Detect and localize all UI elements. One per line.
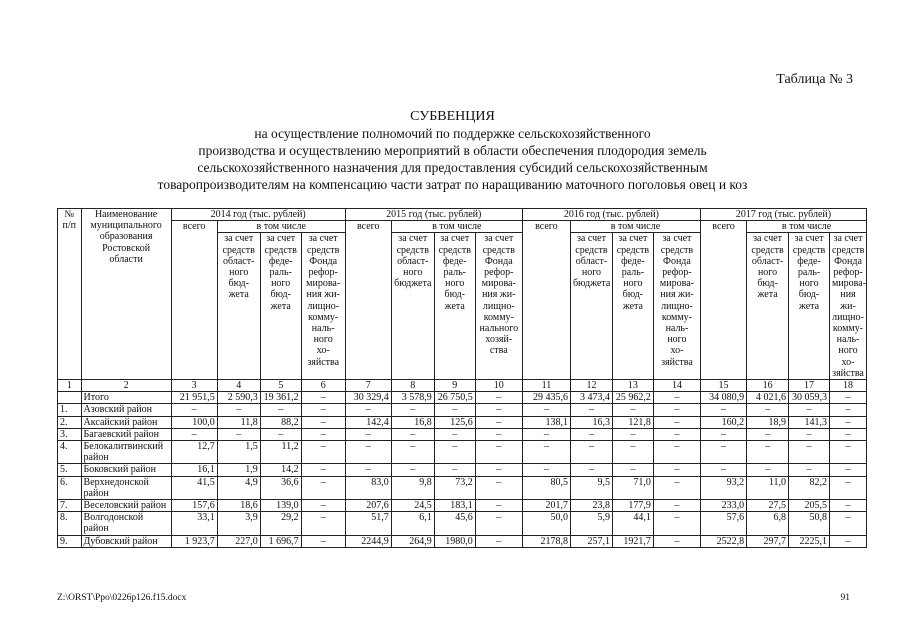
header-year: 2017 год (тыс. рублей) xyxy=(701,209,867,221)
value-cell: – xyxy=(301,512,345,535)
value-cell: – xyxy=(612,404,653,416)
value-cell: 257,1 xyxy=(570,535,612,547)
value-cell: 6,8 xyxy=(747,512,789,535)
value-cell: 27,5 xyxy=(747,500,789,512)
table-row xyxy=(58,441,867,464)
table-header xyxy=(58,209,867,392)
value-cell: 9,8 xyxy=(391,476,434,499)
value-cell: – xyxy=(475,512,522,535)
municipality-name: Дубовский район xyxy=(81,535,171,547)
value-cell: – xyxy=(612,441,653,464)
value-cell: 73,2 xyxy=(434,476,475,499)
value-cell: 4 021,6 xyxy=(747,392,789,404)
municipality-name: Боковский район xyxy=(81,464,171,476)
value-cell: 11,2 xyxy=(260,441,301,464)
value-cell: – xyxy=(830,404,867,416)
value-cell: 138,1 xyxy=(522,416,570,428)
value-cell: – xyxy=(301,416,345,428)
row-number: 8. xyxy=(58,512,82,535)
value-cell: 16,1 xyxy=(171,464,217,476)
value-cell: 33,1 xyxy=(171,512,217,535)
value-cell: 207,6 xyxy=(345,500,391,512)
value-cell: – xyxy=(475,441,522,464)
row-number: 1. xyxy=(58,404,82,416)
value-cell: 11,0 xyxy=(747,476,789,499)
value-cell: 25 962,2 xyxy=(612,392,653,404)
header-including: в том числе xyxy=(747,221,867,233)
table-row xyxy=(58,500,867,512)
column-number: 9 xyxy=(434,380,475,392)
value-cell: – xyxy=(522,428,570,440)
value-cell: – xyxy=(701,441,747,464)
value-cell: 142,4 xyxy=(345,416,391,428)
value-cell: – xyxy=(747,428,789,440)
value-cell: – xyxy=(522,441,570,464)
value-cell: – xyxy=(391,441,434,464)
value-cell: – xyxy=(789,464,830,476)
value-cell: 1921,7 xyxy=(612,535,653,547)
value-cell: – xyxy=(830,476,867,499)
title-line: производства и осуществлению мероприятий в области обеспечения плодородия земель xyxy=(198,143,707,158)
value-cell: – xyxy=(653,512,700,535)
value-cell: 3,9 xyxy=(217,512,260,535)
value-cell: 2522,8 xyxy=(701,535,747,547)
value-cell: – xyxy=(434,428,475,440)
column-number: 14 xyxy=(653,380,700,392)
value-cell: 23,8 xyxy=(570,500,612,512)
value-cell: 19 361,2 xyxy=(260,392,301,404)
value-cell: – xyxy=(747,464,789,476)
column-number: 6 xyxy=(301,380,345,392)
header-housing-fund: за счет средств Фонда рефор- мирова- ния жи- лищно- комму- наль- ного хо- зяйства xyxy=(301,233,345,380)
value-cell: 183,1 xyxy=(434,500,475,512)
value-cell: 1 696,7 xyxy=(260,535,301,547)
value-cell: 24,5 xyxy=(391,500,434,512)
row-number: 2. xyxy=(58,416,82,428)
table-row xyxy=(58,512,867,535)
value-cell: 139,0 xyxy=(260,500,301,512)
value-cell: – xyxy=(653,416,700,428)
value-cell: – xyxy=(434,441,475,464)
table-row xyxy=(58,464,867,476)
value-cell: – xyxy=(789,404,830,416)
value-cell: – xyxy=(570,428,612,440)
title-line: на осуществление полномочий по поддержке сельскохозяйственного xyxy=(254,126,651,141)
table-row xyxy=(58,404,867,416)
value-cell: 30 329,4 xyxy=(345,392,391,404)
value-cell: 227,0 xyxy=(217,535,260,547)
column-number: 11 xyxy=(522,380,570,392)
table-row xyxy=(58,428,867,440)
value-cell: – xyxy=(345,464,391,476)
value-cell: 82,2 xyxy=(789,476,830,499)
value-cell: – xyxy=(747,441,789,464)
municipality-name: Веселовский район xyxy=(81,500,171,512)
header-regional-budget: за счет средств област- ного бюджета xyxy=(570,233,612,380)
title-main: СУБВЕНЦИЯ xyxy=(410,109,495,124)
value-cell: – xyxy=(345,441,391,464)
value-cell: – xyxy=(171,428,217,440)
value-cell: – xyxy=(653,500,700,512)
value-cell: 1980,0 xyxy=(434,535,475,547)
value-cell: 141,3 xyxy=(789,416,830,428)
file-path: Z:\ORST\Ppo\0226p126.f15.docx xyxy=(57,593,187,603)
header-including: в том числе xyxy=(391,221,522,233)
title-line: товаропроизводителям на компенсацию части затрат по наращиванию маточного поголовья овец и коз xyxy=(157,177,748,192)
row-number: 7. xyxy=(58,500,82,512)
value-cell: 57,6 xyxy=(701,512,747,535)
value-cell: – xyxy=(475,416,522,428)
header-housing-fund: за счет средств Фонда рефор- мирова- ния жи- лищно- комму- наль- ного хо- зяйства xyxy=(830,233,867,380)
value-cell: – xyxy=(475,428,522,440)
value-cell: – xyxy=(701,464,747,476)
header-federal-budget: за счет средств феде- раль- ного бюд- жета xyxy=(260,233,301,380)
title-line: сельскохозяйственного назначения для предоставления субсидий сельскохозяйственным xyxy=(197,160,708,175)
value-cell: 50,0 xyxy=(522,512,570,535)
municipality-name: Белокалитвинский район xyxy=(81,441,171,464)
value-cell: – xyxy=(653,428,700,440)
value-cell: 80,5 xyxy=(522,476,570,499)
value-cell: 93,2 xyxy=(701,476,747,499)
column-number: 7 xyxy=(345,380,391,392)
municipality-name: Аксайский район xyxy=(81,416,171,428)
value-cell: 18,6 xyxy=(217,500,260,512)
column-number: 13 xyxy=(612,380,653,392)
column-number: 17 xyxy=(789,380,830,392)
value-cell: – xyxy=(747,404,789,416)
value-cell: – xyxy=(830,416,867,428)
header-federal-budget: за счет средств феде- раль- ного бюд- жета xyxy=(612,233,653,380)
value-cell: 157,6 xyxy=(171,500,217,512)
value-cell: – xyxy=(830,500,867,512)
value-cell: 30 059,3 xyxy=(789,392,830,404)
header-including: в том числе xyxy=(217,221,345,233)
value-cell: – xyxy=(217,404,260,416)
value-cell: – xyxy=(570,404,612,416)
table-body xyxy=(58,392,867,548)
column-number: 12 xyxy=(570,380,612,392)
column-number: 10 xyxy=(475,380,522,392)
column-number: 1 xyxy=(58,380,82,392)
value-cell: 83,0 xyxy=(345,476,391,499)
value-cell: – xyxy=(653,535,700,547)
municipality-name: Багаевский район xyxy=(81,428,171,440)
header-year: 2015 год (тыс. рублей) xyxy=(345,209,522,221)
value-cell: 45,6 xyxy=(434,512,475,535)
header-year: 2014 год (тыс. рублей) xyxy=(171,209,345,221)
value-cell: 36,6 xyxy=(260,476,301,499)
column-number: 4 xyxy=(217,380,260,392)
value-cell: – xyxy=(612,464,653,476)
value-cell: – xyxy=(345,428,391,440)
value-cell: 1 923,7 xyxy=(171,535,217,547)
value-cell: 16,3 xyxy=(570,416,612,428)
value-cell: – xyxy=(701,404,747,416)
value-cell: 16,8 xyxy=(391,416,434,428)
value-cell: 4,9 xyxy=(217,476,260,499)
value-cell: 177,9 xyxy=(612,500,653,512)
value-cell: – xyxy=(475,500,522,512)
page-number: 91 xyxy=(840,593,850,603)
value-cell: 201,7 xyxy=(522,500,570,512)
value-cell: 41,5 xyxy=(171,476,217,499)
column-number: 8 xyxy=(391,380,434,392)
value-cell: 5,9 xyxy=(570,512,612,535)
header-num: № п/п xyxy=(58,209,82,380)
value-cell: – xyxy=(301,441,345,464)
value-cell: – xyxy=(653,392,700,404)
row-number: 4. xyxy=(58,441,82,464)
value-cell: – xyxy=(612,428,653,440)
value-cell: – xyxy=(830,464,867,476)
table-row xyxy=(58,392,867,404)
value-cell: – xyxy=(301,428,345,440)
value-cell: 121,8 xyxy=(612,416,653,428)
header-including: в том числе xyxy=(570,221,700,233)
value-cell: – xyxy=(260,428,301,440)
value-cell: – xyxy=(475,404,522,416)
column-number: 2 xyxy=(81,380,171,392)
header-total: всего xyxy=(345,221,391,380)
table-row xyxy=(58,535,867,547)
value-cell: – xyxy=(260,404,301,416)
column-number: 3 xyxy=(171,380,217,392)
column-number: 18 xyxy=(830,380,867,392)
value-cell: 125,6 xyxy=(434,416,475,428)
value-cell: – xyxy=(789,441,830,464)
value-cell: 34 080,9 xyxy=(701,392,747,404)
value-cell: 71,0 xyxy=(612,476,653,499)
header-regional-budget: за счет средств област- ного бюд- жета xyxy=(747,233,789,380)
document-title xyxy=(0,108,905,193)
value-cell: – xyxy=(475,535,522,547)
row-number xyxy=(58,392,82,404)
value-cell: – xyxy=(301,392,345,404)
header-housing-fund: за счет средств Фонда рефор- мирова- ния жи- лищно- комму- нального хозяй- ства xyxy=(475,233,522,380)
column-number: 16 xyxy=(747,380,789,392)
value-cell: 297,7 xyxy=(747,535,789,547)
value-cell: – xyxy=(391,428,434,440)
column-number: 15 xyxy=(701,380,747,392)
value-cell: – xyxy=(830,392,867,404)
value-cell: 100,0 xyxy=(171,416,217,428)
value-cell: – xyxy=(653,404,700,416)
value-cell: 21 951,5 xyxy=(171,392,217,404)
municipality-name: Азовский район xyxy=(81,404,171,416)
value-cell: – xyxy=(570,464,612,476)
header-regional-budget: за счет средств област- ного бюд- жета xyxy=(217,233,260,380)
value-cell: 2 590,3 xyxy=(217,392,260,404)
header-name: Наименование муниципального образования Ростовской области xyxy=(81,209,171,380)
value-cell: – xyxy=(830,512,867,535)
value-cell: – xyxy=(522,404,570,416)
value-cell: 205,5 xyxy=(789,500,830,512)
value-cell: – xyxy=(475,476,522,499)
value-cell: – xyxy=(301,535,345,547)
header-federal-budget: за счет средств феде- раль- ного бюд- жета xyxy=(434,233,475,380)
value-cell: 12,7 xyxy=(171,441,217,464)
value-cell: – xyxy=(789,428,830,440)
value-cell: – xyxy=(830,535,867,547)
value-cell: 44,1 xyxy=(612,512,653,535)
value-cell: 29,2 xyxy=(260,512,301,535)
value-cell: 9,5 xyxy=(570,476,612,499)
value-cell: 6,1 xyxy=(391,512,434,535)
value-cell: – xyxy=(301,476,345,499)
value-cell: – xyxy=(171,404,217,416)
value-cell: – xyxy=(830,428,867,440)
value-cell: 50,8 xyxy=(789,512,830,535)
value-cell: 2225,1 xyxy=(789,535,830,547)
value-cell: – xyxy=(345,404,391,416)
value-cell: – xyxy=(217,428,260,440)
row-number: 6. xyxy=(58,476,82,499)
row-number: 5. xyxy=(58,464,82,476)
value-cell: – xyxy=(653,441,700,464)
value-cell: 2244,9 xyxy=(345,535,391,547)
value-cell: – xyxy=(701,428,747,440)
header-federal-budget: за счет средств феде- раль- ного бюд- жета xyxy=(789,233,830,380)
value-cell: – xyxy=(391,464,434,476)
value-cell: 29 435,6 xyxy=(522,392,570,404)
header-housing-fund: за счет средств Фонда рефор- мирова- ния жи- лищно- комму- наль- ного хо- зяйства xyxy=(653,233,700,380)
value-cell: 11,8 xyxy=(217,416,260,428)
value-cell: – xyxy=(434,464,475,476)
value-cell: 1,9 xyxy=(217,464,260,476)
value-cell: – xyxy=(301,404,345,416)
value-cell: – xyxy=(830,441,867,464)
municipality-name: Верхнедонской район xyxy=(81,476,171,499)
municipality-name: Волгодонской район xyxy=(81,512,171,535)
header-total: всего xyxy=(171,221,217,380)
header-year: 2016 год (тыс. рублей) xyxy=(522,209,700,221)
header-total: всего xyxy=(701,221,747,380)
value-cell: 14,2 xyxy=(260,464,301,476)
value-cell: 51,7 xyxy=(345,512,391,535)
header-total: всего xyxy=(522,221,570,380)
subvention-table xyxy=(57,208,867,548)
value-cell: 1,5 xyxy=(217,441,260,464)
value-cell: – xyxy=(301,500,345,512)
value-cell: 18,9 xyxy=(747,416,789,428)
value-cell: – xyxy=(475,392,522,404)
value-cell: – xyxy=(522,464,570,476)
value-cell: 88,2 xyxy=(260,416,301,428)
table-number: Таблица № 3 xyxy=(776,72,853,87)
table-row xyxy=(58,476,867,499)
value-cell: – xyxy=(301,464,345,476)
value-cell: – xyxy=(653,464,700,476)
value-cell: 26 750,5 xyxy=(434,392,475,404)
column-number: 5 xyxy=(260,380,301,392)
municipality-name: Итого xyxy=(81,392,171,404)
row-number: 3. xyxy=(58,428,82,440)
row-number: 9. xyxy=(58,535,82,547)
value-cell: 3 578,9 xyxy=(391,392,434,404)
value-cell: 3 473,4 xyxy=(570,392,612,404)
value-cell: 233,0 xyxy=(701,500,747,512)
value-cell: – xyxy=(570,441,612,464)
value-cell: 264,9 xyxy=(391,535,434,547)
value-cell: 2178,8 xyxy=(522,535,570,547)
value-cell: – xyxy=(391,404,434,416)
value-cell: – xyxy=(653,476,700,499)
value-cell: – xyxy=(434,404,475,416)
value-cell: – xyxy=(475,464,522,476)
table-row xyxy=(58,416,867,428)
value-cell: 160,2 xyxy=(701,416,747,428)
header-regional-budget: за счет средств област- ного бюджета xyxy=(391,233,434,380)
